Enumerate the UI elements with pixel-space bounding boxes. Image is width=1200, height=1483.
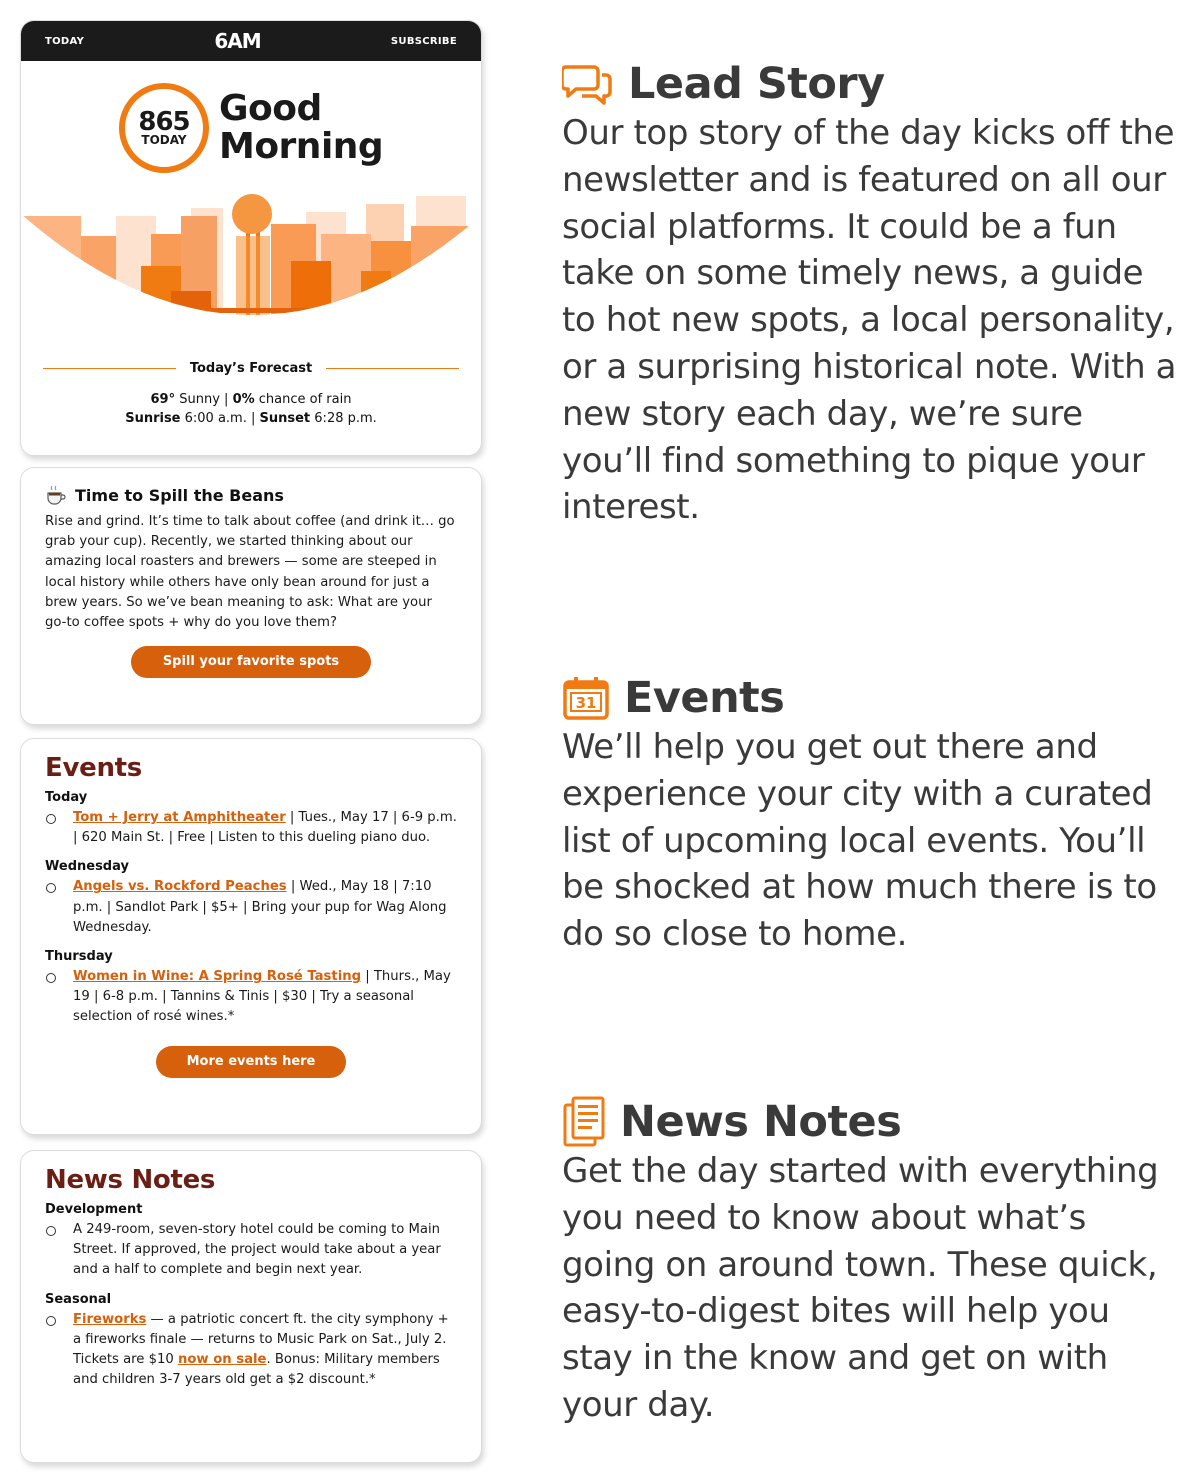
event-group-label: Thursday [45,949,113,965]
news-item [45,1310,457,1391]
event-details: | Thurs., May 19 | 6-8 p.m. | Tannins & Tinis | $30 | Try a seasonal selection of rosé wines.* [73,969,451,1025]
more-events-button[interactable]: More events here [156,1046,346,1078]
lead-story-section [562,58,1182,531]
news-notes-heading: News Notes [620,1097,902,1147]
events-heading: Events [624,673,785,723]
news-title: News Notes [45,1165,216,1195]
event-item [45,877,457,938]
lead-story-heading: Lead Story [628,59,885,109]
events-card [20,738,482,1135]
forecast-line-weather [21,390,481,409]
events-heading-row [562,672,1182,724]
chat-bubbles-icon [562,61,614,107]
events-title: Events [45,753,142,783]
event-details: | Wed., May 18 | 7:10 p.m. | Sandlot Park | $5+ | Bring your pup for Wag Along Wednesday. [73,879,447,935]
forecast-temp: 69° [150,392,176,407]
forecast-rain-pct: 0% [232,392,255,407]
brand-title-line1: Good [219,88,322,129]
newsletter-header-card [20,20,482,456]
events-section [562,672,1182,958]
brand-title-line2: Morning [219,126,384,167]
subscribe-link[interactable]: SUBSCRIBE [390,35,457,47]
today-link[interactable]: TODAY [45,35,85,47]
news-notes-body: Get the day started with everything you need to know about what’s going on around town. These quick, easy-to-digest bites will help you stay in the know and get on with your day. [562,1151,1159,1425]
forecast-line-sun [21,409,481,428]
forecast-header [43,361,459,376]
coffee-icon [45,484,67,506]
news-group-label: Seasonal [45,1291,112,1307]
brand-logo [119,83,383,173]
forecast-condition: Sunny | [175,392,233,407]
brand-sub: TODAY [141,132,187,147]
divider-line [43,368,176,370]
forecast-details [21,390,481,428]
news-text: . Bonus: Military members and children 3-7 years old get a $2 discount.* [73,1352,440,1388]
brand-title [219,90,383,166]
event-group-label: Wednesday [45,859,129,875]
news-notes-section [562,1096,1182,1429]
beans-body: Rise and grind. It’s time to talk about coffee (and drink it… go grab your cup). Recently, we started thinking about our amazing local roasters and brewers — some are steeped in local history while others have only bean around for just a brew years. So we’ve bean meaning to ask: What are your go-to coffee spots + why do you love them? [45,514,455,631]
event-group-label: Today [45,790,88,805]
top-bar [21,21,481,61]
document-icon [562,1096,606,1148]
event-item [45,967,457,1028]
now-on-sale-link[interactable]: now on sale [177,1352,267,1368]
brand-badge [119,83,209,173]
news-notes-card [20,1150,482,1463]
brand-number: 865 [138,106,190,137]
news-group-label: Development [45,1202,143,1217]
sunrise-label: Sunrise [125,411,181,426]
sunset-time: 6:28 p.m. [310,411,377,426]
lead-story-heading-row [562,58,1182,110]
news-text: — a patriotic concert ft. the city symphony + a fireworks finale — returns to Music Park on Sat., July 2. Tickets are $10 [73,1311,449,1368]
lead-story-body: Our top story of the day kicks off the newsletter and is featured on all our social platforms. It could be a fun take on some timely news, a guide to hot new spots, a local personality, or a surprising historical note. With a new story each day, we’re sure you’ll find something to pique your interest. [562,113,1177,528]
events-body: We’ll help you get out there and experience your city with a curated list of upcoming local events. You’ll be shocked at how much there is to do so close to home. [562,727,1157,955]
event-link[interactable]: Angels vs. Rockford Peaches [73,879,287,895]
event-link[interactable]: Tom + Jerry at Amphitheater [73,810,286,825]
fireworks-link[interactable]: Fireworks [73,1311,147,1327]
beans-title: Time to Spill the Beans [75,485,284,505]
city-skyline-illustration [21,186,482,336]
divider-line [326,368,459,370]
sunrise-time: 6:00 a.m. | [180,411,260,426]
event-link[interactable]: Women in Wine: A Spring Rosé Tasting [73,969,362,985]
calendar-icon-number: 31 [575,694,597,712]
calendar-icon [562,675,610,721]
spill-favorite-spots-button[interactable]: Spill your favorite spots [131,646,371,678]
forecast-heading: Today’s Forecast [189,361,313,376]
news-notes-heading-row [562,1096,1182,1148]
forecast-rain-text: chance of rain [254,392,352,407]
6am-logo[interactable]: 6AM [214,29,261,53]
beans-title-row [45,484,457,506]
event-details: | Tues., May 17 | 6-9 p.m. | 620 Main St. | Free | Listen to this dueling piano duo. [73,810,457,846]
event-item [45,808,457,848]
sunset-label: Sunset [259,411,311,426]
spill-the-beans-card [20,467,482,725]
news-item: A 249-room, seven-story hotel could be coming to Main Street. If approved, the project would take about a year and a half to complete and begin next year. [45,1220,457,1281]
